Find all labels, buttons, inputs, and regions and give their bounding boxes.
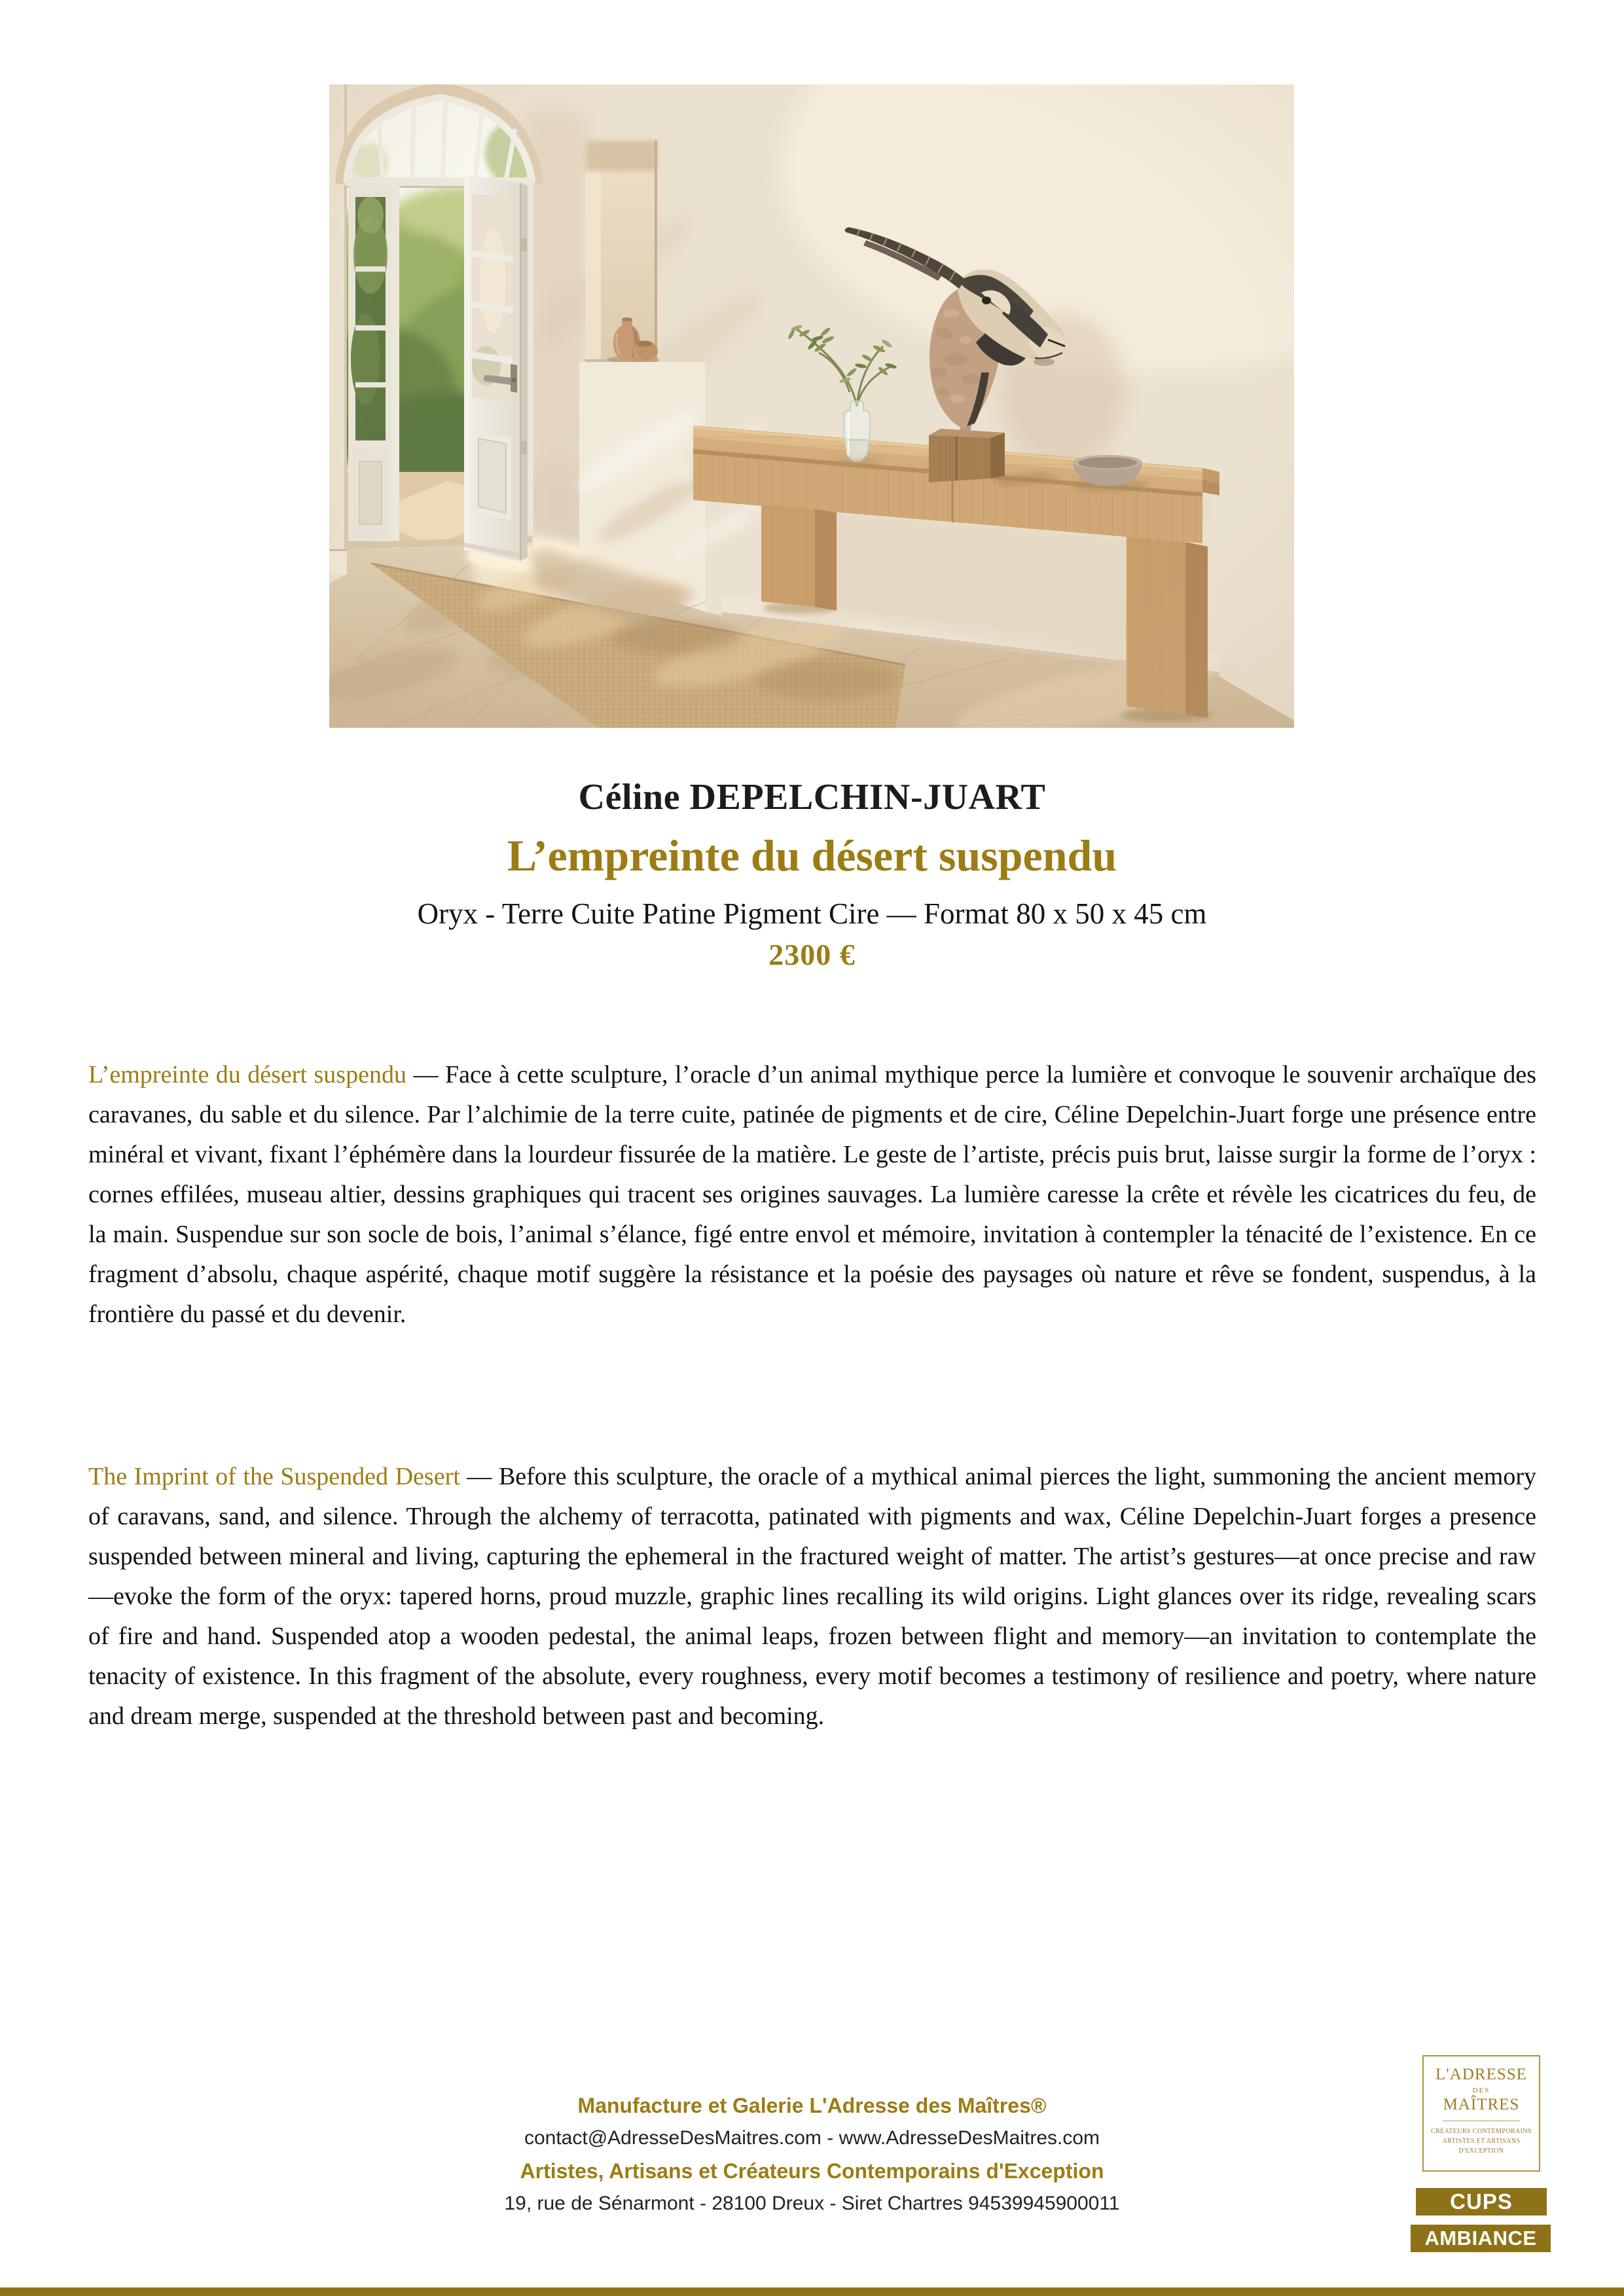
footer-gallery-name: Manufacture et Galerie L'Adresse des Maîtres® [577,2094,1047,2117]
logo-tagline-1: CRÉATEURS CONTEMPORAINS [1431,2128,1532,2135]
logo-tagline-3: D'EXCEPTION [1458,2147,1504,2155]
artwork-title: L’empreinte du désert suspendu [507,831,1117,880]
description-english [88,1457,1536,1736]
artwork-price: 2300 € [768,938,856,971]
artwork-details: Oryx - Terre Cuite Patine Pigment Cire — Format 80 x 50 x 45 cm [417,897,1207,930]
description-french [88,1055,1536,1335]
badge-cups: CUPS [1416,2188,1547,2215]
logo-name-mid: DES [1472,2087,1490,2094]
footer-contact: contact@AdresseDesMaitres.com - www.AdresseDesMaitres.com [524,2127,1100,2149]
gallery-logo [1422,2055,1540,2172]
description-english-lead: The Imprint of the Suspended Desert [88,1463,460,1490]
logo-tagline-2: ARTISTES ET ARTISANS [1442,2138,1521,2145]
description-english-body: — Before this sculpture, the oracle of a mythical animal pierces the light, summoning the ancient memory of caravans, sand, and silence. Through the alchemy of terracotta, patinated with pigments and wax, Céline Depelchin-Juart forges a presence suspended between mineral and living, capturing the ephemeral in the fractured weight of matter. The artist’s gestures—at once precise and raw—evoke the form of the oryx: tapered horns, proud muzzle, graphic lines recalling its wild origins. Light glances over its ridge, revealing scars of fire and hand. Suspended atop a wooden pedestal, the animal leaps, frozen between flight and memory—an invitation to contemplate the tenacity of existence. In this fragment of the absolute, every roughness, every motif becomes a testimony of resilience and poetry, where nature and dream merge, suspended at the threshold between past and becoming. [88,1463,1537,1730]
logo-name-bottom: MAÎTRES [1443,2096,1520,2113]
logo-name-top: L'ADRESSE [1435,2066,1527,2083]
artwork-photo [329,84,1294,728]
interior-scene [329,84,1294,728]
footer-tagline: Artistes, Artisans et Créateurs Contemporains d'Exception [520,2159,1104,2183]
bottom-band [0,2287,1624,2296]
footer-address: 19, rue de Sénarmont - 28100 Dreux - Siret Chartres 94539945900011 [504,2193,1120,2214]
vignette [329,84,1294,728]
description-french-lead: L’empreinte du désert suspendu [88,1061,406,1088]
badge-ambiance: AMBIANCE [1411,2225,1551,2252]
artist-name: Céline DEPELCHIN-JUART [578,777,1046,817]
footer [0,2089,1624,2220]
description-french-body: — Face à cette sculpture, l’oracle d’un animal mythique perce la lumière et convoque le souvenir archaïque des caravanes, du sable et du silence. Par l’alchimie de la terre cuite, patinée de pigments et de cire, Céline Depelchin-Juart forge une présence entre minéral et vivant, fixant l’éphémère dans la lourdeur fissurée de la matière. Le geste de l’artiste, précis puis brut, laisse surgir la forme de l’oryx : cornes effilées, museau altier, dessins graphiques qui tracent ses origines sauvages. La lumière caresse la crête et révèle les cicatrices du feu, de la main. Suspendue sur son socle de bois, l’animal s’élance, figé entre envol et mémoire, invitation à contempler la ténacité de l’existence. En ce fragment d’absolu, chaque aspérité, chaque motif suggère la résistance et la poésie des paysages où nature et rêve se fondent, suspendus, à la frontière du passé et du devenir. [88,1061,1537,1328]
